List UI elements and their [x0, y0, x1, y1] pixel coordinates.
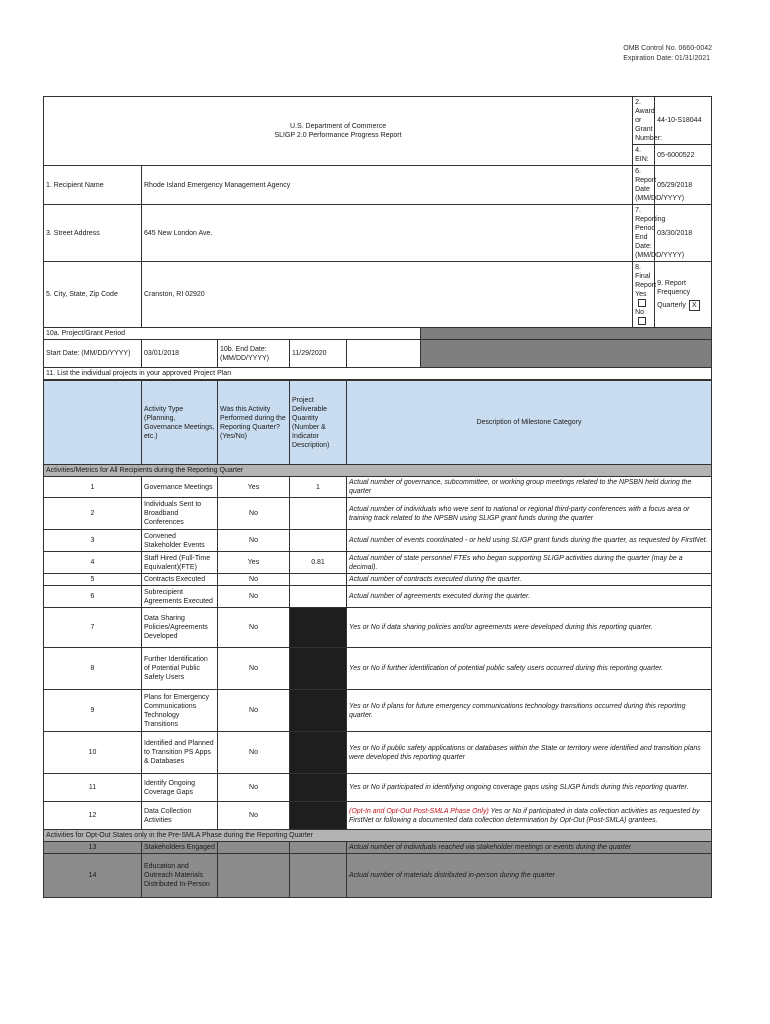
opt-out-rows: [44, 842, 712, 898]
row-number: 2: [44, 498, 142, 530]
row-number: 10: [44, 732, 142, 774]
row-quantity: [290, 608, 347, 648]
project-list-label: 11. List the individual projects in your approved Project Plan: [44, 368, 712, 380]
row-quantity: [290, 690, 347, 732]
activity-row: [44, 774, 712, 802]
frequency-cell: [655, 262, 712, 328]
street-value: 645 New London Ave.: [142, 205, 633, 262]
grant-period-shade: [421, 328, 712, 340]
row-number: 11: [44, 774, 142, 802]
activity-row: [44, 552, 712, 574]
row-performed: No: [218, 586, 290, 608]
row-number: 4: [44, 552, 142, 574]
row-performed: [218, 842, 290, 854]
activity-row: [44, 732, 712, 774]
report-date-value: 05/29/2018: [655, 166, 712, 205]
row-performed: No: [218, 802, 290, 830]
row-quantity: [290, 586, 347, 608]
row-description: Actual number of individuals reached via stakeholder meetings or events during the quarter: [347, 842, 712, 854]
row-number: 5: [44, 574, 142, 586]
activity-row: [44, 648, 712, 690]
report-date-label: 6. Report Date (MM/DD/YYYY): [633, 166, 655, 205]
row-number: 9: [44, 690, 142, 732]
row-description-text: Yes or No if public safety applications or databases within the State or territory were identified and transition plans were developed this reporting quarter: [349, 744, 701, 761]
row-description-note: (Opt-In and Opt-Out Post-SMLA Phase Only): [349, 807, 489, 815]
recipient-label: 1. Recipient Name: [44, 166, 142, 205]
street-label: 3. Street Address: [44, 205, 142, 262]
row-performed: No: [218, 732, 290, 774]
row-activity: Identified and Planned to Transition PS Apps & Databases: [142, 732, 218, 774]
row-activity: Convened Stakeholder Events: [142, 530, 218, 552]
report-title-cell: [44, 97, 633, 166]
row-quantity: [290, 802, 347, 830]
activity-row: [44, 608, 712, 648]
final-no-label: No: [635, 309, 645, 316]
report-title-agency: U.S. Department of Commerce: [290, 123, 387, 130]
row-description: [347, 574, 712, 586]
activity-row: [44, 477, 712, 498]
row-performed: No: [218, 498, 290, 530]
row-quantity: [290, 774, 347, 802]
city-value: Cranston, RI 02920: [142, 262, 633, 328]
ein-value: 05-6000522: [655, 145, 712, 166]
activity-row: [44, 690, 712, 732]
row-number: 13: [44, 842, 142, 854]
final-report-cell: [633, 262, 655, 328]
row-activity: Subrecipient Agreements Executed: [142, 586, 218, 608]
row-performed: [218, 854, 290, 898]
row-quantity: [290, 732, 347, 774]
row-description: [347, 802, 712, 830]
row-activity: Education and Outreach Materials Distributed In-Person: [142, 854, 218, 898]
row-quantity: [290, 854, 347, 898]
row-description: [347, 586, 712, 608]
activity-row: [44, 802, 712, 830]
col-number-header: [44, 381, 142, 465]
section-all-recipients: Activities/Metrics for All Recipients during the Reporting Quarter: [44, 465, 712, 477]
date-row-shade: [421, 340, 712, 368]
row-number: 1: [44, 477, 142, 498]
row-number: 3: [44, 530, 142, 552]
row-performed: No: [218, 574, 290, 586]
row-description-text: Yes or No if further identification of potential public safety users occurred during this reporting quarter.: [349, 665, 664, 672]
row-description-text: Actual number of governance, subcommittee, or working group meetings related to the NPSBN held during the quarter: [349, 479, 692, 495]
report-header-table: [43, 96, 712, 380]
row-quantity: [290, 530, 347, 552]
row-performed: No: [218, 648, 290, 690]
col-description-header: Description of Milestone Category: [347, 381, 712, 465]
spacer-cell: [347, 340, 421, 368]
omb-block: [623, 44, 712, 64]
row-description: [347, 608, 712, 648]
activity-rows: [44, 477, 712, 830]
row-description: [347, 498, 712, 530]
col-performed-header: Was this Activity Performed during the Reporting Quarter? (Yes/No): [218, 381, 290, 465]
award-value: 44-10-S18044: [655, 97, 712, 145]
row-activity: Identify Ongoing Coverage Gaps: [142, 774, 218, 802]
city-label: 5. City, State, Zip Code: [44, 262, 142, 328]
frequency-label: 9. Report Frequency: [657, 279, 691, 296]
row-quantity: [290, 648, 347, 690]
omb-control-number: OMB Control No. 0660-0042: [623, 45, 712, 52]
row-number: 8: [44, 648, 142, 690]
opt-out-row: [44, 854, 712, 898]
recipient-value: Rhode Island Emergency Management Agency: [142, 166, 633, 205]
row-activity: Governance Meetings: [142, 477, 218, 498]
opt-out-row: [44, 842, 712, 854]
col-quantity-header: Project Deliverable Quantity (Number & Indicator Description): [290, 381, 347, 465]
row-activity: Staff Hired (Full-Time Equivalent)(FTE): [142, 552, 218, 574]
row-quantity: [290, 498, 347, 530]
row-quantity: [290, 574, 347, 586]
omb-expiration: Expiration Date: 01/31/2021: [623, 55, 711, 62]
row-performed: No: [218, 608, 290, 648]
period-end-label: 7. Reporting Period End Date: (MM/DD/YYYY): [633, 205, 655, 262]
activity-row: [44, 574, 712, 586]
col-activity-header: Activity Type (Planning, Governance Meetings, etc.): [142, 381, 218, 465]
activity-row: [44, 530, 712, 552]
row-description-text: Actual number of events coordinated - or held using SLIGP grant funds during the quarter, as requested by FirstNet.: [349, 537, 708, 544]
row-performed: Yes: [218, 552, 290, 574]
row-number: 6: [44, 586, 142, 608]
section-opt-out: Activities for Opt-Out States only in the Pre-SMLA Phase during the Reporting Quarter: [44, 830, 712, 842]
row-activity: Plans for Emergency Communications Technology Transitions: [142, 690, 218, 732]
row-description: [347, 477, 712, 498]
end-date-label: 10b. End Date: (MM/DD/YYYY): [218, 340, 290, 368]
row-description-text: Actual number of individuals who were sent to national or regional third-party conferences with a focus area or training track related to the NPSBN using SLIGP grant funds during the quarter: [349, 505, 690, 522]
row-activity: Data Collection Activities: [142, 802, 218, 830]
row-description-text: Yes or No if participated in data collection activities as requested by FirstNet or following a documented data collection determination by Opt-Out (Post-SMLA) grantees.: [349, 807, 700, 824]
row-number: 12: [44, 802, 142, 830]
start-date-value: 03/01/2018: [142, 340, 218, 368]
report-title: SLIGP 2.0 Performance Progress Report: [274, 132, 402, 139]
final-report-label: 8. Final Report: [635, 264, 657, 289]
final-yes-checkbox[interactable]: [638, 299, 646, 307]
row-description-text: Yes or No if participated in identifying ongoing coverage gaps using SLIGP funds during this reporting quarter.: [349, 784, 689, 791]
progress-report-form: [43, 96, 711, 898]
award-label: 2. Award or Grant Number:: [633, 97, 655, 145]
row-description: [347, 648, 712, 690]
end-date-value: 11/29/2020: [290, 340, 347, 368]
row-description: [347, 552, 712, 574]
activities-table: [43, 380, 712, 898]
row-quantity: [290, 842, 347, 854]
row-description-text: Yes or No if plans for future emergency communications technology transitions occurred during this reporting quarter.: [349, 702, 686, 719]
row-description: [347, 774, 712, 802]
row-performed: No: [218, 690, 290, 732]
row-description: Actual number of materials distributed in-person during the quarter: [347, 854, 712, 898]
grant-period-header: 10a. Project/Grant Period: [44, 328, 421, 340]
row-description: [347, 530, 712, 552]
row-activity: Stakeholders Engaged: [142, 842, 218, 854]
row-description-text: Actual number of contracts executed during the quarter.: [349, 576, 522, 583]
row-description-text: Actual number of state personnel FTEs who began supporting SLIGP activities during the quarter (may be a decimal).: [349, 554, 683, 571]
row-number: 7: [44, 608, 142, 648]
row-quantity: 1: [290, 477, 347, 498]
row-activity: Further Identification of Potential Public Safety Users: [142, 648, 218, 690]
row-description-text: Actual number of agreements executed during the quarter.: [349, 593, 531, 600]
final-no-checkbox[interactable]: [638, 317, 646, 325]
row-activity: Contracts Executed: [142, 574, 218, 586]
row-description: [347, 732, 712, 774]
start-date-label: Start Date: (MM/DD/YYYY): [44, 340, 142, 368]
ein-label: 4. EIN:: [633, 145, 655, 166]
row-performed: Yes: [218, 477, 290, 498]
row-quantity: 0.81: [290, 552, 347, 574]
final-yes-label: Yes: [635, 291, 647, 298]
period-end-value: 03/30/2018: [655, 205, 712, 262]
row-description-text: Yes or No if data sharing policies and/or agreements were developed during this reporting quarter.: [349, 624, 653, 631]
activity-row: [44, 586, 712, 608]
activity-row: [44, 498, 712, 530]
row-performed: No: [218, 774, 290, 802]
frequency-value: Quarterly: [657, 301, 686, 309]
row-description: [347, 690, 712, 732]
row-performed: No: [218, 530, 290, 552]
row-activity: Individuals Sent to Broadband Conferences: [142, 498, 218, 530]
row-activity: Data Sharing Policies/Agreements Developed: [142, 608, 218, 648]
row-number: 14: [44, 854, 142, 898]
frequency-checkbox[interactable]: X: [689, 300, 700, 311]
